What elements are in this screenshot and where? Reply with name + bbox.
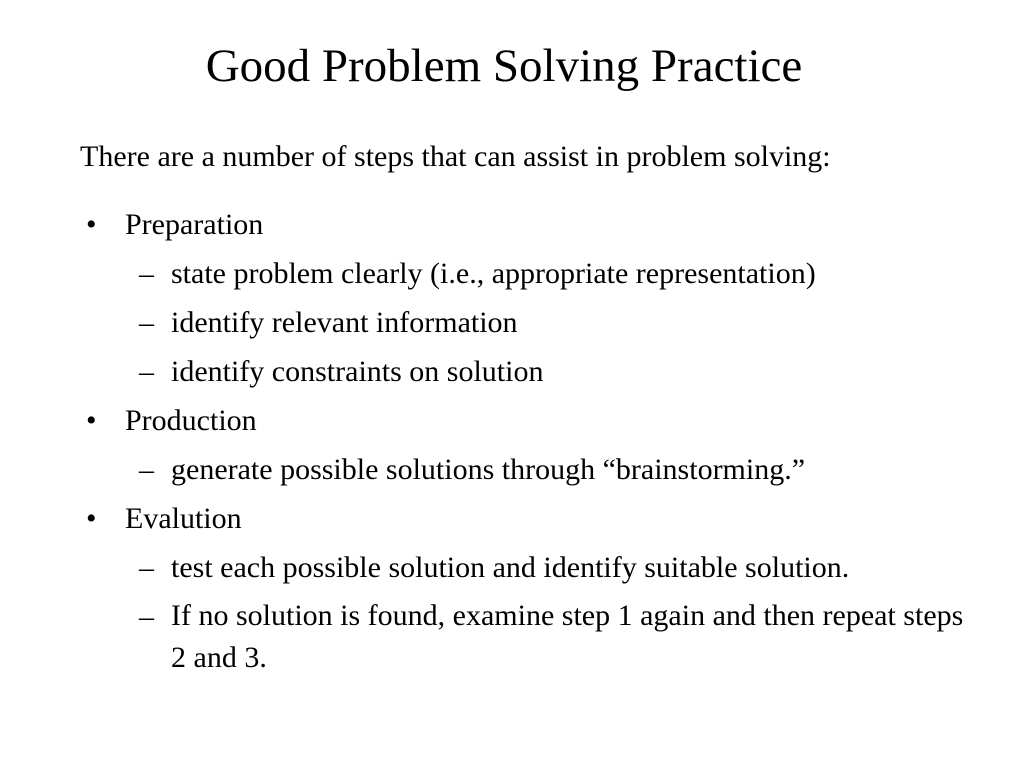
dash-marker: –	[139, 600, 154, 633]
bullet-marker: •	[86, 404, 97, 437]
list-item	[0, 494, 1024, 543]
slide-title: Good Problem Solving Practice	[205, 40, 803, 92]
sub-list-item-text: identify constraints on solution	[171, 355, 544, 388]
list-item	[0, 396, 1024, 445]
sub-list-item	[0, 347, 1024, 396]
dash-marker: –	[139, 453, 154, 486]
bullet-list	[0, 200, 1024, 676]
sub-list-item-text: If no solution is found, examine step 1 again and then repeat steps 2 and 3.	[171, 599, 964, 674]
dash-marker: –	[139, 306, 154, 339]
list-item	[0, 200, 1024, 249]
dash-marker: –	[139, 551, 154, 584]
sub-list-item-text: generate possible solutions through “brainstorming.”	[171, 453, 806, 486]
sub-list-item	[0, 592, 1024, 676]
list-item-label: Production	[125, 404, 257, 437]
dash-marker: –	[139, 257, 154, 290]
sub-list-item	[0, 543, 1024, 592]
sub-list-item	[0, 298, 1024, 347]
sub-list-item	[0, 249, 1024, 298]
intro-text: There are a number of steps that can assist in problem solving:	[80, 140, 831, 173]
bullet-marker: •	[86, 502, 97, 535]
sub-list-item-text: state problem clearly (i.e., appropriate representation)	[171, 257, 816, 290]
list-item-label: Evalution	[125, 502, 242, 535]
sub-list-item-text: identify relevant information	[171, 306, 518, 339]
sub-list-item-text: test each possible solution and identify suitable solution.	[171, 551, 850, 584]
dash-marker: –	[139, 355, 154, 388]
bullet-marker: •	[86, 208, 97, 241]
sub-list-item	[0, 445, 1024, 494]
list-item-label: Preparation	[125, 208, 264, 241]
